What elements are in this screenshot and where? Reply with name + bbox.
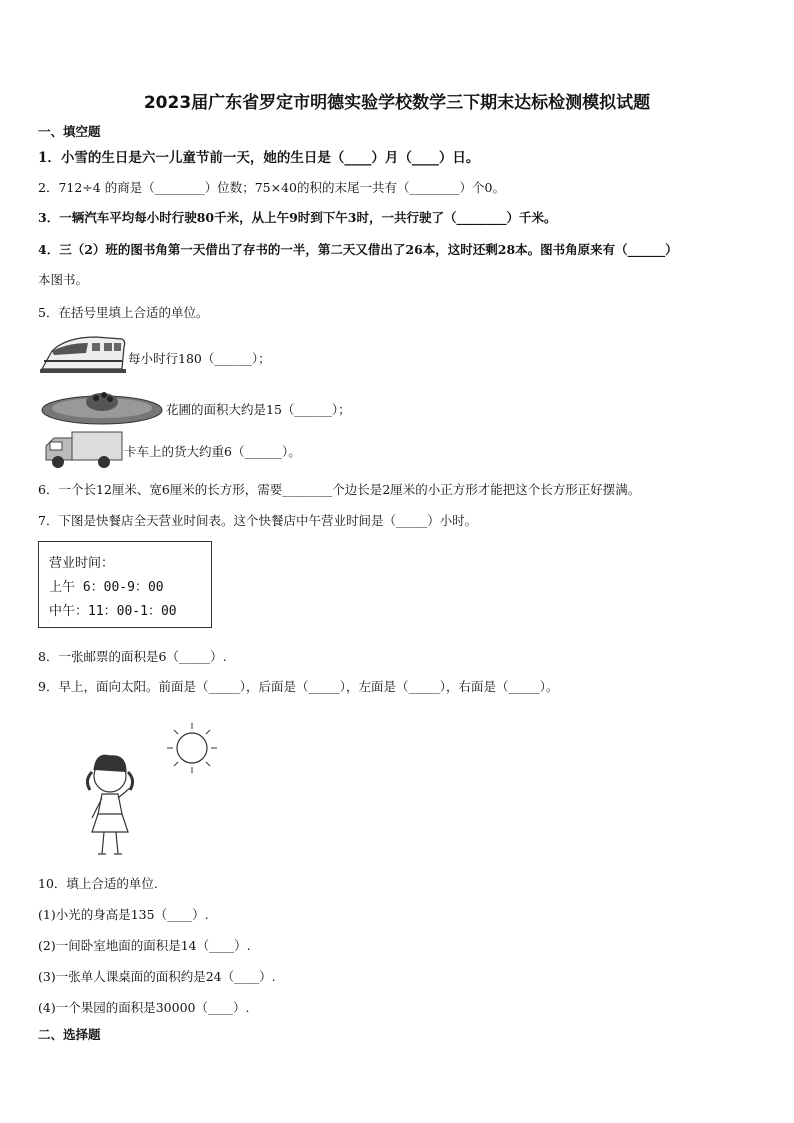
question-10-4: (4)一个果园的面积是30000（____）. — [38, 1000, 250, 1015]
question-9: 9．早上，面向太阳。前面是（_____），后面是（_____），左面是（_____），右面是（_____）。 — [38, 679, 559, 694]
section-heading-multiple-choice: 二、选择题 — [38, 1027, 101, 1042]
question-5-b: 花圃的面积大约是15（______）； — [166, 402, 351, 417]
question-5-a: 每小时行180（______）； — [128, 351, 271, 366]
page-title: 2023届广东省罗定市明德实验学校数学三下期末达标检测模拟试题 — [143, 93, 651, 113]
business-hours-morning: 上午 6：00-9：00 — [49, 580, 164, 595]
question-10-3: (3)一张单人课桌面的面积约是24（____）. — [38, 969, 276, 984]
business-hours-heading: 营业时间： — [49, 556, 115, 571]
flower-bed-image — [40, 386, 165, 426]
question-2: 2．712÷4 的商是（________）位数；75×40的积的末尾一共有（________）个0。 — [38, 180, 505, 195]
question-1: 1．小雪的生日是六一儿童节前一天，她的生日是（____）月（____）日。 — [38, 150, 480, 166]
question-4-line-2: 本图书。 — [38, 272, 89, 287]
truck-image — [42, 430, 124, 470]
question-4-line-1: 4．三（2）班的图书角第一天借出了存书的一半，第二天又借出了26本，这时还剩28本。图书角原来有（______） — [38, 242, 678, 257]
train-image — [38, 331, 128, 377]
question-8: 8．一张邮票的面积是6（_____）. — [38, 649, 227, 664]
question-5-c: 卡车上的货大约重6（______）。 — [124, 444, 301, 459]
question-10-2: (2)一间卧室地面的面积是14（____）. — [38, 938, 251, 953]
business-hours-noon: 中午：11：00-1：00 — [49, 604, 177, 619]
question-5: 5．在括号里填上合适的单位。 — [38, 305, 209, 320]
girl-facing-sun-image — [40, 708, 240, 868]
question-10: 10．填上合适的单位. — [38, 876, 158, 891]
question-6: 6．一个长12厘米、宽6厘米的长方形，需要________个边长是2厘米的小正方形才能把这个长方形正好摆满。 — [38, 482, 641, 497]
business-hours-table — [38, 541, 212, 628]
question-3: 3．一辆汽车平均每小时行驶80千米，从上午9时到下午3时，一共行驶了（________）千米。 — [38, 210, 557, 225]
section-heading-fill-in: 一、填空题 — [38, 124, 101, 139]
question-7: 7．下图是快餐店全天营业时间表。这个快餐店中午营业时间是（_____）小时。 — [38, 513, 478, 528]
question-10-1: (1)小光的身高是135（____）. — [38, 907, 209, 922]
